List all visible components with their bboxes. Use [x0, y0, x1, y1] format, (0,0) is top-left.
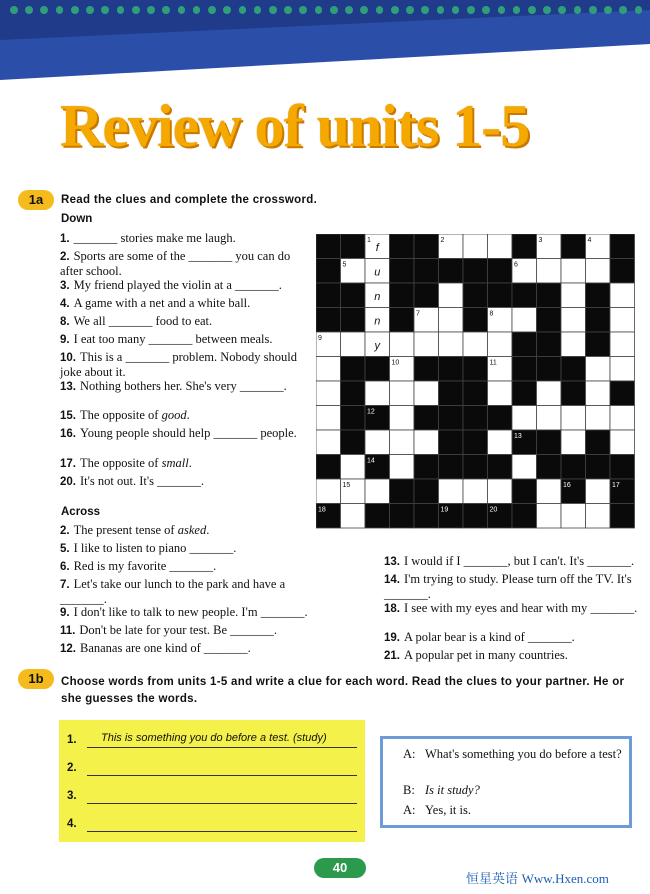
crossword-block	[414, 259, 439, 284]
crossword-cell[interactable]	[586, 406, 611, 431]
crossword-block	[512, 234, 537, 259]
crossword-block	[439, 259, 464, 284]
clue-text: We all _______ food to eat.	[73, 314, 213, 328]
clue-number: 21.	[384, 650, 400, 662]
clue-number: 13.	[60, 381, 76, 393]
crossword-cell[interactable]	[341, 504, 366, 529]
clue-number: 11.	[60, 625, 76, 637]
crossword-number: 7	[416, 310, 420, 318]
crossword-block	[316, 308, 341, 333]
crossword-cell[interactable]	[561, 283, 586, 308]
crossword-number: 18	[318, 506, 326, 514]
crossword-cell[interactable]	[488, 430, 513, 455]
crossword-cell[interactable]	[341, 332, 366, 357]
crossword-block	[512, 381, 537, 406]
crossword-cell[interactable]	[537, 259, 562, 284]
clue-item	[60, 523, 310, 538]
clue-text: The opposite of	[80, 456, 162, 470]
clue-number: 17.	[60, 458, 76, 470]
crossword-cell[interactable]	[365, 430, 390, 455]
crossword-block	[537, 283, 562, 308]
crossword-cell[interactable]	[512, 406, 537, 431]
crossword-block	[414, 283, 439, 308]
crossword-cell[interactable]	[488, 234, 513, 259]
crossword-number: 2	[440, 237, 445, 244]
clue-text: _______ stories make me laugh.	[73, 231, 236, 245]
clue-number: 18.	[384, 603, 400, 615]
crossword-block	[586, 308, 611, 333]
crossword-cell[interactable]	[390, 381, 415, 406]
clue-emphasis: small	[161, 456, 189, 470]
crossword-cell[interactable]	[488, 332, 513, 357]
clue-text: A game with a net and a white ball.	[73, 296, 251, 310]
crossword-cell[interactable]	[390, 332, 415, 357]
crossword-block	[414, 406, 439, 431]
crossword-number: 4	[587, 237, 592, 244]
dialog-line	[403, 783, 625, 797]
footer-brand: 恒星英语	[466, 871, 519, 886]
crossword-cell[interactable]	[341, 455, 366, 480]
clue-item	[60, 623, 310, 638]
clue-text: My friend played the violin at a _______.	[73, 278, 282, 292]
crossword-cell[interactable]	[537, 479, 562, 504]
crossword-block	[365, 357, 390, 382]
clue-item	[60, 605, 310, 620]
crossword-cell[interactable]	[439, 308, 464, 333]
clue-number: 8.	[60, 316, 70, 328]
dialog-speaker: B:	[403, 783, 415, 797]
clue-item	[60, 379, 305, 394]
crossword-cell[interactable]	[537, 504, 562, 529]
crossword-block	[463, 381, 488, 406]
crossword-cell[interactable]	[414, 430, 439, 455]
row-number: 4.	[67, 818, 77, 830]
crossword-block	[610, 381, 635, 406]
crossword-number: 3	[538, 237, 543, 244]
crossword-block	[463, 283, 488, 308]
crossword-block	[341, 381, 366, 406]
crossword-block	[463, 504, 488, 529]
crossword-cell[interactable]	[610, 430, 635, 455]
clue-item	[60, 426, 305, 441]
crossword-block	[365, 504, 390, 529]
crossword-block	[341, 430, 366, 455]
crossword-block	[537, 332, 562, 357]
clue-text: I eat too many _______ between meals.	[73, 332, 273, 346]
dialog-text: Is it study?	[425, 783, 480, 797]
crossword-block	[488, 406, 513, 431]
clue-text: Sports are some of the _______ you can do after school.	[60, 249, 291, 278]
clue-text: This is a _______ problem. Nobody should joke about it.	[60, 350, 298, 379]
crossword-block	[341, 357, 366, 382]
crossword-cell[interactable]	[463, 332, 488, 357]
crossword-cell[interactable]	[610, 357, 635, 382]
crossword-number: 6	[514, 261, 518, 269]
crossword-block	[561, 357, 586, 382]
crossword-cell[interactable]	[610, 308, 635, 333]
crossword-number: 12	[367, 408, 375, 416]
crossword-letter: n	[374, 291, 381, 303]
clue-number: 13.	[384, 556, 400, 568]
crossword-block	[390, 504, 415, 529]
crossword-letter: y	[374, 340, 380, 352]
clue-text: Nothing bothers her. She's very _______.	[80, 379, 287, 393]
crossword-cell[interactable]	[390, 455, 415, 480]
clue-text-after: .	[186, 408, 190, 422]
dialog-speaker: A:	[403, 803, 416, 817]
crossword-block	[463, 259, 488, 284]
crossword-number: 21	[563, 506, 571, 514]
clue-number: 15.	[60, 410, 76, 422]
clue-writing-box	[59, 720, 365, 842]
crossword-block	[586, 332, 611, 357]
across-heading: Across	[61, 506, 100, 518]
crossword-block	[586, 455, 611, 480]
clue-text: Young people should help _______ people.	[80, 426, 297, 440]
clue-text: I like to listen to piano _______.	[73, 541, 237, 555]
crossword-block	[537, 357, 562, 382]
crossword-cell[interactable]	[561, 259, 586, 284]
crossword-cell[interactable]	[561, 406, 586, 431]
crossword-block	[463, 406, 488, 431]
crossword-cell[interactable]	[488, 479, 513, 504]
crossword-block	[610, 504, 635, 529]
crossword-cell[interactable]	[610, 283, 635, 308]
clue-text-after: .	[188, 456, 192, 470]
header-dots	[10, 6, 650, 20]
crossword-block	[316, 455, 341, 480]
section-badge-1a: 1a	[18, 190, 54, 210]
crossword-block	[390, 259, 415, 284]
clue-item	[384, 648, 640, 663]
crossword-block	[561, 381, 586, 406]
instruction-1b: Choose words from units 1-5 and write a clue for each word. Read the clues to your partner. He or she guesses the words.	[61, 676, 625, 705]
crossword-cell[interactable]	[439, 332, 464, 357]
crossword-cell[interactable]	[586, 381, 611, 406]
crossword-cell[interactable]	[365, 479, 390, 504]
clue-item	[60, 559, 310, 574]
crossword-block	[439, 357, 464, 382]
crossword-cell[interactable]	[488, 381, 513, 406]
clue-item	[384, 601, 640, 616]
clue-text: Don't be late for your test. Be _______.	[79, 623, 278, 637]
crossword-block	[390, 479, 415, 504]
crossword-block	[610, 455, 635, 480]
crossword-block	[610, 234, 635, 259]
crossword-cell[interactable]	[439, 283, 464, 308]
footer-logo[interactable]	[466, 868, 609, 887]
crossword-cell[interactable]	[414, 381, 439, 406]
clue-item	[60, 332, 305, 347]
crossword-block	[463, 357, 488, 382]
crossword-cell[interactable]	[463, 234, 488, 259]
clue-number: 20.	[60, 476, 76, 488]
crossword-cell[interactable]	[610, 332, 635, 357]
crossword-block	[439, 406, 464, 431]
clue-text: It's not out. It's _______.	[80, 474, 204, 488]
dialog-line	[403, 747, 625, 761]
clue-number: 9.	[60, 334, 70, 346]
crossword-block	[488, 455, 513, 480]
crossword-cell[interactable]	[463, 479, 488, 504]
crossword-number: 13	[514, 433, 522, 440]
crossword-block	[390, 308, 415, 333]
crossword-cell[interactable]	[586, 357, 611, 382]
crossword-number: 20	[489, 506, 498, 514]
crossword-cell[interactable]	[316, 406, 341, 431]
clue-number: 2.	[60, 251, 70, 263]
crossword-block	[390, 234, 415, 259]
crossword-block	[341, 283, 366, 308]
crossword-block	[512, 504, 537, 529]
crossword-cell[interactable]	[610, 406, 635, 431]
page-title: Review of units 1-5	[60, 93, 530, 159]
crossword-block	[316, 234, 341, 259]
clue-item	[60, 249, 305, 278]
crossword-number: 14	[367, 457, 375, 465]
down-heading: Down	[61, 213, 93, 225]
row-number: 3.	[67, 790, 77, 802]
clue-number: 19.	[384, 632, 400, 644]
crossword-letter: u	[374, 266, 381, 279]
clue-row[interactable]	[67, 756, 357, 776]
crossword-cell[interactable]	[561, 308, 586, 333]
crossword-cell[interactable]	[512, 455, 537, 480]
crossword-cell[interactable]	[439, 479, 464, 504]
crossword-block	[341, 406, 366, 431]
crossword-number: 16	[563, 482, 571, 489]
crossword-cell[interactable]	[561, 332, 586, 357]
section-badge-1b: 1b	[18, 669, 54, 689]
crossword-cell[interactable]	[537, 381, 562, 406]
crossword-number: 9	[318, 335, 322, 342]
crossword-block	[512, 332, 537, 357]
dialog-text: What's something you do before a test?	[425, 747, 622, 761]
crossword-number: 8	[489, 310, 494, 318]
crossword-grid	[316, 234, 638, 532]
crossword-block	[341, 234, 366, 259]
crossword-cell[interactable]	[586, 504, 611, 529]
crossword-cell[interactable]	[316, 479, 341, 504]
clue-text: I would if I _______, but I can't. It's _______.	[404, 554, 635, 568]
clue-row[interactable]	[67, 728, 357, 748]
crossword-block	[414, 504, 439, 529]
clue-number: 10.	[60, 352, 76, 364]
clue-number: 9.	[60, 607, 70, 619]
crossword-cell[interactable]	[586, 259, 611, 284]
clue-item	[60, 278, 305, 293]
clue-emphasis: good	[161, 408, 187, 422]
crossword-number: 11	[489, 359, 497, 367]
clue-number: 5.	[60, 543, 70, 555]
clue-item	[60, 314, 305, 329]
clue-item	[384, 572, 640, 601]
crossword-block	[463, 430, 488, 455]
clue-text: Red is my favorite _______.	[73, 559, 217, 573]
crossword-block	[512, 283, 537, 308]
crossword-block	[488, 259, 513, 284]
clue-text: I'm trying to study. Please turn off the TV. It's _______.	[384, 572, 632, 601]
row-text: This is something you do before a test. (study)	[101, 732, 327, 744]
crossword-block	[586, 283, 611, 308]
crossword-number: 17	[612, 482, 620, 489]
crossword-cell[interactable]	[586, 479, 611, 504]
crossword-letter: n	[374, 315, 381, 328]
clue-text: The present tense of	[73, 523, 178, 537]
crossword-block	[439, 455, 464, 480]
clue-text-after: .	[206, 523, 210, 537]
crossword-cell[interactable]	[316, 381, 341, 406]
clue-item	[384, 630, 640, 645]
clue-number: 7.	[60, 579, 70, 591]
crossword-block	[463, 455, 488, 480]
crossword-block	[537, 308, 562, 333]
clue-item	[60, 577, 310, 606]
clue-item	[60, 474, 305, 489]
row-number: 1.	[67, 734, 77, 746]
crossword-cell[interactable]	[414, 332, 439, 357]
crossword-block	[316, 283, 341, 308]
dialog-speaker: A:	[403, 747, 416, 761]
crossword-block	[414, 455, 439, 480]
clue-row[interactable]	[67, 784, 357, 804]
crossword-block	[512, 357, 537, 382]
page-number: 40	[314, 858, 366, 878]
crossword-block	[463, 308, 488, 333]
clue-number: 4.	[60, 298, 70, 310]
crossword-cell[interactable]	[561, 430, 586, 455]
clue-text: Let's take our lunch to the park and have a _______.	[60, 577, 286, 606]
crossword-number: 5	[342, 261, 347, 269]
crossword-number: 15	[342, 482, 351, 489]
clue-text: A polar bear is a kind of _______.	[404, 630, 575, 644]
clue-item	[60, 456, 305, 471]
clue-row[interactable]	[67, 812, 357, 832]
crossword-block	[561, 455, 586, 480]
clue-text: The opposite of	[80, 408, 162, 422]
header-band	[0, 0, 650, 80]
clue-item	[60, 641, 310, 656]
clue-text: Bananas are one kind of _______.	[80, 641, 251, 655]
crossword-block	[414, 479, 439, 504]
crossword-cell[interactable]	[390, 430, 415, 455]
crossword-block	[488, 283, 513, 308]
crossword-block	[610, 259, 635, 284]
crossword-block	[537, 430, 562, 455]
crossword-block	[512, 479, 537, 504]
crossword-block	[439, 430, 464, 455]
clue-item	[60, 541, 310, 556]
row-number: 2.	[67, 762, 77, 774]
clue-text: I don't like to talk to new people. I'm _______.	[73, 605, 308, 619]
crossword-cell[interactable]	[512, 308, 537, 333]
clue-item	[384, 554, 640, 569]
crossword-cell[interactable]	[537, 406, 562, 431]
crossword-cell[interactable]	[390, 406, 415, 431]
dialog-text: Yes, it is.	[425, 803, 471, 817]
clue-item	[60, 231, 305, 246]
clue-text: I see with my eyes and hear with my _______.	[404, 601, 638, 615]
crossword-block	[561, 234, 586, 259]
clue-number: 3.	[60, 280, 70, 292]
example-dialog	[380, 736, 632, 828]
crossword-number: 19	[440, 506, 449, 514]
crossword-cell[interactable]	[316, 430, 341, 455]
crossword-cell[interactable]	[365, 381, 390, 406]
clue-item	[60, 296, 305, 311]
clue-item	[60, 350, 305, 379]
clue-text: A popular pet in many countries.	[404, 648, 568, 662]
crossword-block	[439, 381, 464, 406]
crossword-number: 10	[391, 359, 400, 367]
crossword-block	[414, 357, 439, 382]
footer-url: Www.Hxen.com	[521, 871, 609, 886]
crossword-number: 1	[367, 237, 371, 244]
clue-number: 6.	[60, 561, 70, 573]
clue-number: 12.	[60, 643, 76, 655]
dialog-line	[403, 803, 625, 817]
clue-number: 14.	[384, 574, 400, 586]
crossword-block	[341, 308, 366, 333]
crossword-block	[586, 430, 611, 455]
crossword-cell[interactable]	[316, 357, 341, 382]
instruction-1a: Read the clues and complete the crossword.	[61, 194, 318, 206]
clue-emphasis: asked	[177, 523, 207, 537]
crossword-letter: f	[375, 242, 379, 254]
crossword-block	[537, 455, 562, 480]
crossword-block	[316, 259, 341, 284]
clue-number: 2.	[60, 525, 70, 537]
crossword-block	[390, 283, 415, 308]
crossword-block	[414, 234, 439, 259]
clue-number: 16.	[60, 428, 76, 440]
clue-number: 1.	[60, 233, 70, 245]
clue-item	[60, 408, 305, 423]
